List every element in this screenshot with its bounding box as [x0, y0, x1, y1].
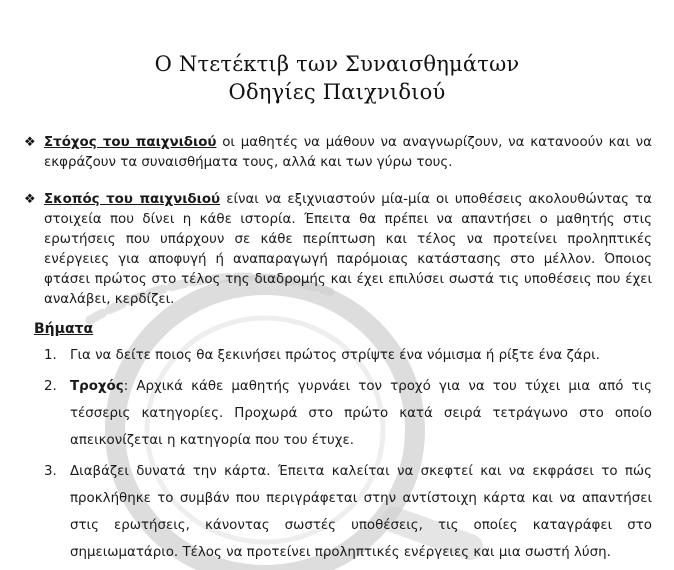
section-purpose-body: είναι να εξιχνιαστούν μία-μία οι υποθέσεις ακολουθώντας τα στοιχεία που δίνει η κάθε ιστορία. Έπειτα θα πρέπει να απαντήσει ο μαθητής στις ερωτήσεις που υπάρχουν σε κάθε περίπτωση και τέλος να προτείνει προληπτικές ενέργειες για αποφυγή ή αναπαραγωγή παρόμοιας κατάστασης στο μέλλον. Όποιος φτάσει πρώτος στο τέλος της διαδρομής και έχει επιλύσει σωστά τις υποθέσεις που έχει αναλάβει, κερδίζει.	[44, 192, 652, 307]
diamond-bullet-icon: ❖	[24, 192, 36, 207]
steps-list	[44, 342, 652, 570]
step-item	[44, 342, 652, 369]
step-body: Για να δείτε ποιος θα ξεκινήσει πρώτος στρίψτε ένα νόμισμα ή ρίξτε ένα ζάρι.	[70, 348, 600, 363]
section-purpose-lead: Σκοπός του παιχνιδιού	[44, 192, 221, 207]
step-item	[44, 458, 652, 566]
step-lead: Τροχός	[70, 379, 124, 394]
step-number: 1.	[44, 348, 57, 363]
step-body: : Αρχικά κάθε μαθητής γυρνάει τον τροχό για να του τύχει μια από τις τέσσερις κατηγορίες. Προχωρά στο πρώτο κατά σειρά τετράγωνο στο οποίο απεικονίζεται η κατηγορία που του έτυχε.	[70, 379, 652, 448]
section-goal-text	[44, 133, 652, 173]
diamond-bullet-icon: ❖	[24, 135, 36, 150]
section-purpose-text	[44, 190, 652, 310]
step-text	[70, 458, 652, 566]
step-item	[44, 373, 652, 454]
section-purpose	[24, 190, 652, 310]
step-body: Διαβάζει δυνατά την κάρτα. Έπειτα καλείται να σκεφτεί και να εκφράσει το πώς προκλήθηκε το συμβάν που περιγράφεται στην αντίστοιχη κάρτα και να απαντήσει στις ερωτήσεις, κάνοντας σωστές υποθέσεις, τις οποίες καταγράφει στο σημειωματάριο. Τέλος να προτείνει προληπτικές ενέργειες και μια σωστή λύση.	[70, 464, 652, 560]
step-number: 3.	[44, 464, 57, 479]
steps-heading: Βήματα	[34, 321, 94, 337]
step-number: 2.	[44, 379, 57, 394]
step-text	[70, 373, 652, 454]
page-subtitle: Οδηγίες Παιχνιδιού	[228, 80, 446, 104]
step-text	[70, 342, 652, 369]
section-goal	[24, 133, 652, 173]
section-goal-body: οι μαθητές να μάθουν να αναγνωρίζουν, να κατανοούν και να εκφράζουν τα συναισθήματα τους, αλλά και των γύρω τους.	[44, 135, 652, 170]
section-goal-lead: Στόχος του παιχνιδιού	[44, 135, 217, 150]
page-title: Ο Ντετέκτιβ των Συναισθημάτων	[154, 52, 520, 76]
